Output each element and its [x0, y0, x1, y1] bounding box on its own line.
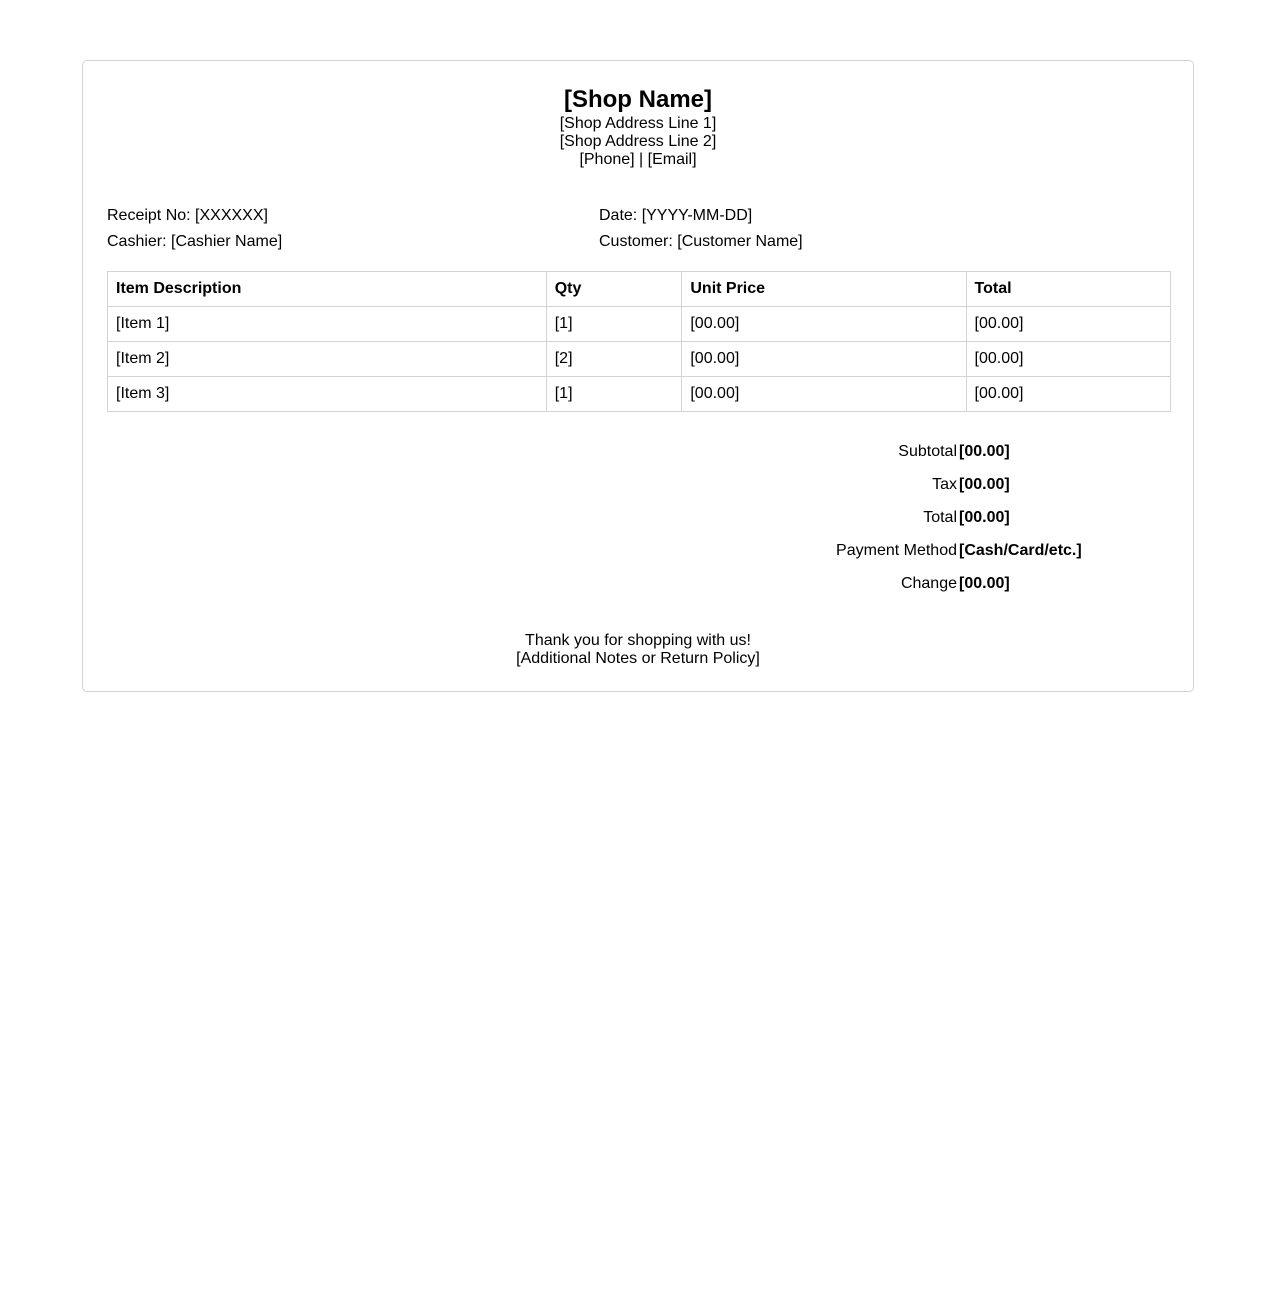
item-description: [Item 3] — [108, 377, 547, 412]
column-header-unit-price: Unit Price — [682, 272, 966, 307]
summary-row-change — [83, 569, 1193, 602]
receipt-meta — [107, 205, 1171, 257]
summary-row-payment-method — [83, 536, 1193, 569]
column-header-qty: Qty — [546, 272, 682, 307]
payment-method-value: [Cash/Card/etc.] — [959, 542, 1082, 559]
tax-label: Tax — [932, 476, 957, 493]
receipt-header — [83, 85, 1193, 169]
subtotal-value: [00.00] — [959, 443, 1010, 460]
item-total: [00.00] — [966, 307, 1170, 342]
cashier-name: Cashier: [Cashier Name] — [107, 233, 283, 250]
shop-contact: [Phone] | [Email] — [579, 151, 697, 168]
table-row — [108, 307, 1171, 342]
shop-address-line-1: [Shop Address Line 1] — [559, 115, 717, 132]
total-label: Total — [923, 509, 957, 526]
customer-name: Customer: [Customer Name] — [599, 233, 803, 250]
table-row — [108, 377, 1171, 412]
summary-row-total — [83, 503, 1193, 536]
column-header-description: Item Description — [108, 272, 547, 307]
column-header-total: Total — [966, 272, 1170, 307]
shop-name: [Shop Name] — [563, 86, 712, 113]
items-table — [107, 271, 1171, 412]
item-unit-price: [00.00] — [682, 342, 966, 377]
item-description: [Item 1] — [108, 307, 547, 342]
receipt-number: Receipt No: [XXXXXX] — [107, 207, 268, 224]
item-qty: [2] — [546, 342, 682, 377]
shop-address-line-2: [Shop Address Line 2] — [559, 133, 717, 150]
item-unit-price: [00.00] — [682, 377, 966, 412]
summary-row-subtotal — [83, 437, 1193, 470]
item-description: [Item 2] — [108, 342, 547, 377]
receipt-footer — [83, 632, 1193, 668]
item-qty: [1] — [546, 377, 682, 412]
total-value: [00.00] — [959, 509, 1010, 526]
item-unit-price: [00.00] — [682, 307, 966, 342]
table-header-row — [108, 272, 1171, 307]
item-qty: [1] — [546, 307, 682, 342]
item-total: [00.00] — [966, 342, 1170, 377]
totals-summary — [83, 437, 1193, 602]
payment-method-label: Payment Method — [836, 542, 957, 559]
change-value: [00.00] — [959, 575, 1010, 592]
tax-value: [00.00] — [959, 476, 1010, 493]
change-label: Change — [900, 575, 957, 592]
receipt — [82, 60, 1194, 692]
summary-row-tax — [83, 470, 1193, 503]
table-row — [108, 342, 1171, 377]
receipt-date: Date: [YYYY-MM-DD] — [599, 207, 753, 224]
subtotal-label: Subtotal — [898, 443, 957, 460]
item-total: [00.00] — [966, 377, 1170, 412]
thank-you-message: Thank you for shopping with us! — [525, 632, 751, 649]
return-policy-notes: [Additional Notes or Return Policy] — [516, 650, 760, 667]
